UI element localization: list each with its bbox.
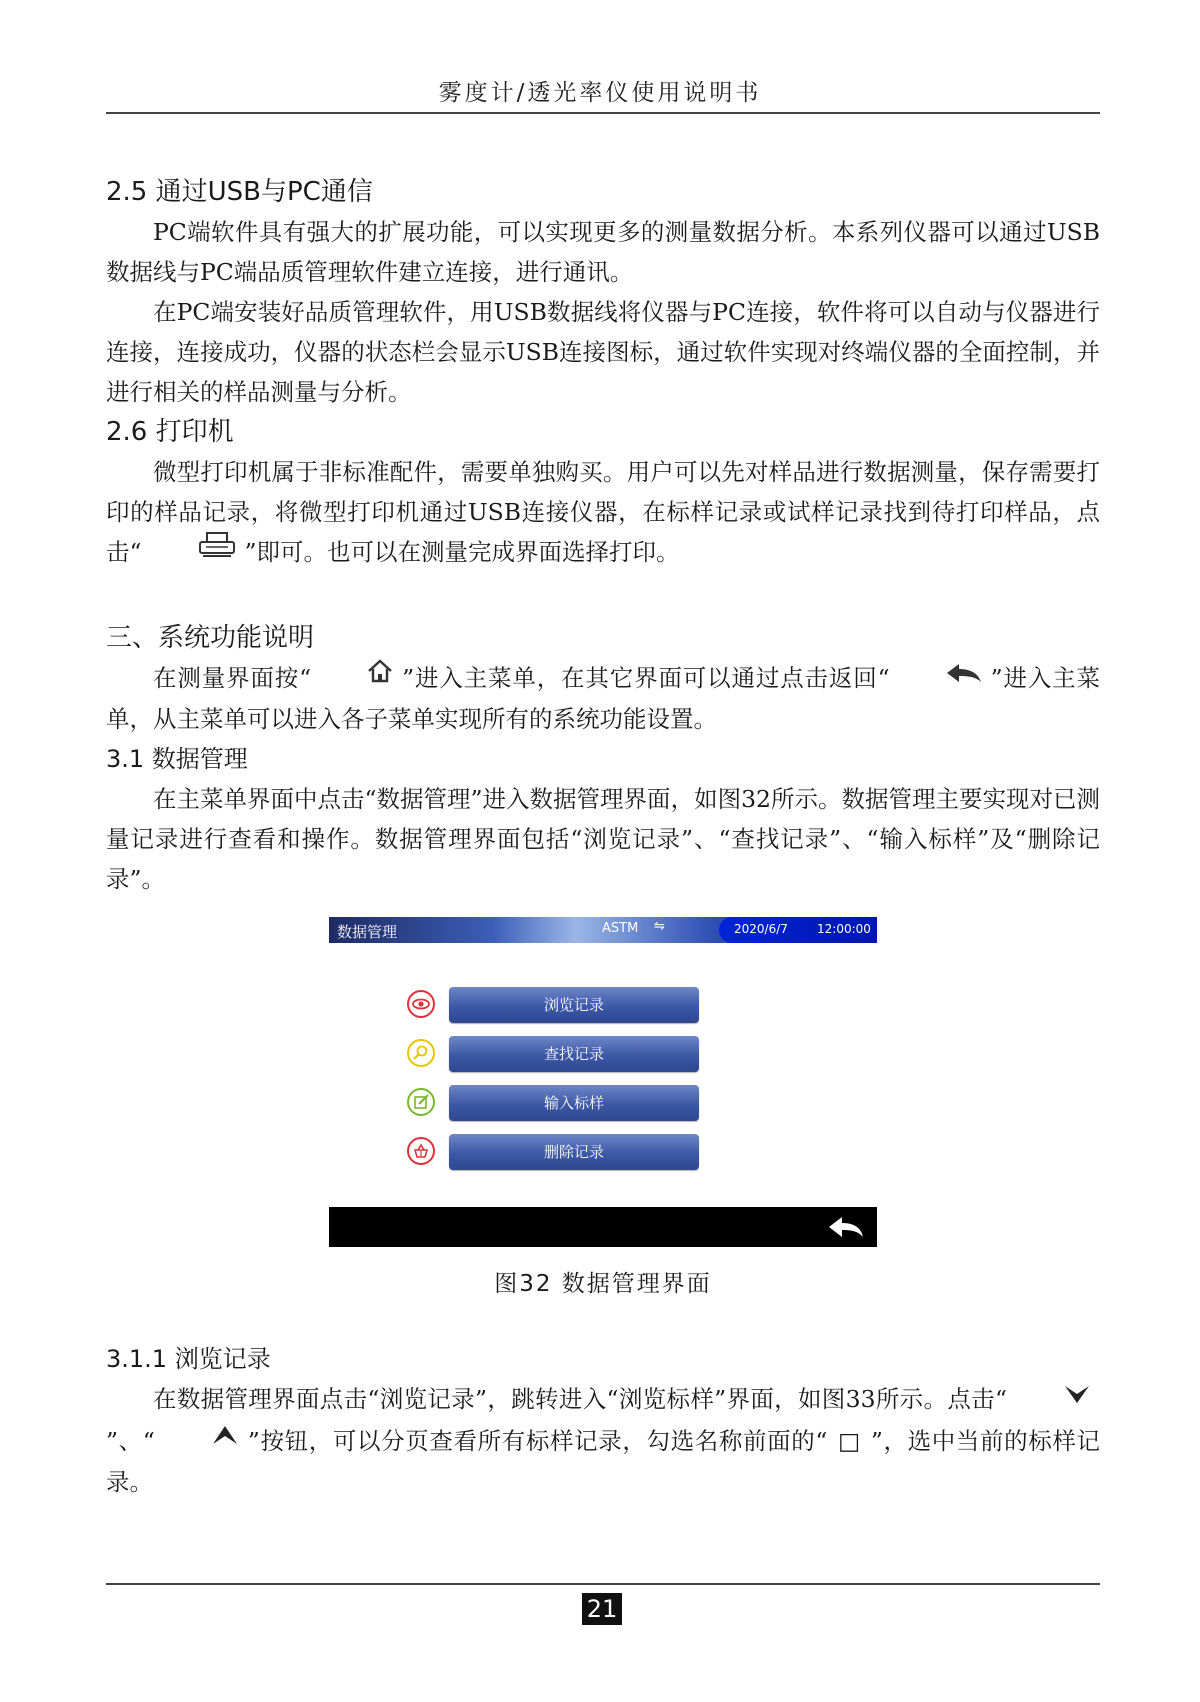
browse-records-row (407, 987, 707, 1025)
checkbox-symbol: □ (837, 1426, 861, 1455)
find-records-row (407, 1036, 707, 1074)
section-3-1-heading: 3.1 数据管理 (106, 745, 248, 773)
data-management-screenshot (329, 917, 877, 1247)
status-date: 2020/6/7 (734, 922, 788, 936)
delete-records-button[interactable]: 删除记录 (449, 1134, 699, 1170)
usb-icon: ⇋ (654, 919, 665, 934)
section-3-heading: 三、系统功能说明 (106, 622, 315, 653)
section-2-5-paragraph-1: PC端软件具有强大的扩展功能，可以实现更多的测量数据分析。本系列仪器可以通过USB数据线与PC端品质管理软件建立连接，进行通讯。 (106, 218, 1100, 286)
search-icon (407, 1039, 435, 1067)
section-3-text-b: ”进入主菜单，在其它界面可以通过点击返回“ (402, 663, 890, 692)
screen-bottom-bar (329, 1207, 877, 1247)
section-3-1-paragraph: 在主菜单界面中点击“数据管理”进入数据管理界面，如图32所示。数据管理主要实现对已测量记录进行查看和操作。数据管理界面包括“浏览记录”、“查找记录”、“输入标样”及“删除记录”。 (106, 785, 1100, 893)
screen-back-icon[interactable] (827, 1215, 865, 1243)
find-records-button[interactable]: 查找记录 (449, 1036, 699, 1072)
screen-title: 数据管理 (337, 923, 398, 941)
section-2-6-paragraph (106, 452, 1100, 574)
document-header: 雾度计/透光率仪使用说明书 (438, 80, 762, 106)
edit-icon (407, 1088, 435, 1116)
header-rule (106, 112, 1100, 114)
section-3-1-1-paragraph (106, 1379, 1100, 1502)
status-time: 12:00:00 (817, 922, 871, 936)
screen-status-bar (329, 917, 877, 943)
page-number: 21 (582, 1593, 622, 1625)
home-icon (319, 656, 394, 696)
section-3-text-c: ”进入主菜单，从主菜单可以进入各子菜单实现所有的系统功能设置。 (106, 663, 1101, 733)
section-2-6-text-b: ”即可。也可以在测量完成界面选择打印。 (244, 538, 680, 566)
delete-records-row (407, 1134, 707, 1172)
section-2-5-heading: 2.5 通过USB与PC通信 (106, 177, 373, 207)
chevron-down-icon (1015, 1378, 1092, 1418)
section-3-1-1-text-c: ”按钮，可以分页查看所有标样记录，勾选名称前面的“ (247, 1426, 828, 1455)
section-3-1-1-heading: 3.1.1 浏览记录 (106, 1345, 271, 1373)
basket-icon (407, 1137, 435, 1165)
footer-rule (106, 1583, 1100, 1585)
input-standard-row (407, 1085, 707, 1123)
eye-icon (407, 990, 435, 1018)
input-standard-button[interactable]: 输入标样 (449, 1085, 699, 1121)
standard-label: ASTM (602, 921, 639, 936)
section-3-text-a: 在测量界面按“ (153, 663, 312, 692)
document-body (106, 172, 1100, 1502)
section-3-1-1-text-b: ”、“ (106, 1426, 155, 1455)
section-3-1-1-text-e: ”，选中当前的标样记录。 (106, 1426, 1101, 1496)
figure-caption: 图32 数据管理界面 (494, 1271, 712, 1297)
printer-icon (150, 531, 237, 571)
section-2-6-heading: 2.6 打印机 (106, 417, 234, 447)
chevron-up-icon (163, 1419, 240, 1459)
back-arrow-icon (898, 656, 983, 696)
section-3-paragraph (106, 658, 1100, 740)
section-3-1-1-text-a: 在数据管理界面点击“浏览记录”，跳转进入“浏览标样”界面，如图33所示。点击“ (153, 1385, 1007, 1413)
section-2-6-text-a: 微型打印机属于非标准配件，需要单独购买。用户可以先对样品进行数据测量，保存需要打印的样品记录，将微型打印机通过USB连接仪器，在标样记录或试样记录找到待打印样品，点击“ (106, 458, 1100, 566)
browse-records-button[interactable]: 浏览记录 (449, 987, 699, 1023)
section-2-5-paragraph-2: 在PC端安装好品质管理软件，用USB数据线将仪器与PC连接，软件将可以自动与仪器进行连接，连接成功，仪器的状态栏会显示USB连接图标，通过软件实现对终端仪器的全面控制，并进行相关的样品测量与分析。 (106, 298, 1100, 406)
